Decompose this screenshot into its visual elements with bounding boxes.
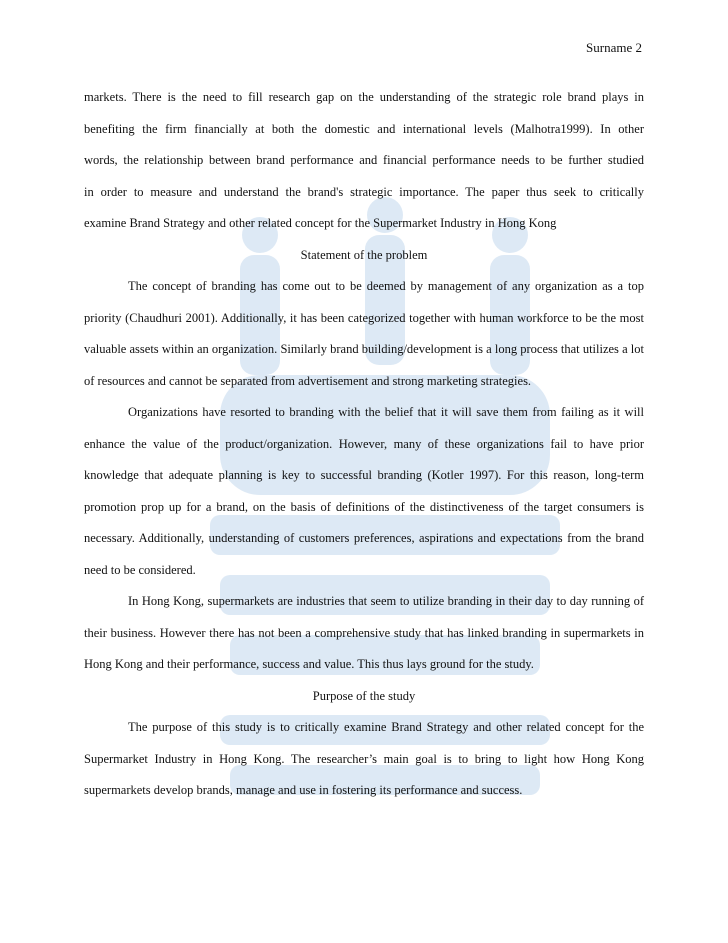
body-line: in order to measure and understand the brand's strategic importance. The paper thus seek to critically xyxy=(84,184,644,199)
document-body xyxy=(84,82,644,807)
paragraph: Organizations have resorted to branding with the belief that it will save them from failing as it will enhance the value of the product/organization. However, many of these organizations fail to have prior knowledge that adequate planning is key to successful branding (Kotler 1997). For this reason, long-term promotion prop up for a brand, on the basis of definitions of the distinctiveness of the target consumers is necessary. Additionally, understanding of customers preferences, aspirations and expectations from the brand need to be considered. xyxy=(84,405,644,577)
paragraph: In Hong Kong, supermarkets are industries that seem to utilize branding in their day to day running of their business. However there has not been a comprehensive study that has linked branding in supermarkets in Hong Kong and their performance, success and value. This thus lays ground for the study. xyxy=(84,594,644,671)
body-line: examine Brand Strategy and other related concept for the Supermarket Industry in Hong Kong xyxy=(84,216,557,230)
paragraph: The concept of branding has come out to be deemed by management of any organization as a top priority (Chaudhuri 2001). Additionally, it has been categorized together with human workforce to be the most valuable assets within an organization. Similarly brand building/development is a long process that utilizes a lot of resources and cannot be separated from advertisement and strong marketing strategies. xyxy=(84,279,644,388)
section-heading-problem: Statement of the problem xyxy=(300,247,428,262)
body-line: benefiting the firm financially at both the domestic and international levels (Malhotra1999). In other xyxy=(84,121,644,136)
paragraph: The purpose of this study is to critically examine Brand Strategy and other related concept for the Supermarket Industry in Hong Kong. The researcher’s main goal is to bring to light how Hong Kong supermarkets develop brands, manage and use in fostering its performance and success. xyxy=(84,720,644,797)
running-head: Surname 2 xyxy=(586,40,642,55)
body-line: markets. There is the need to fill research gap on the understanding of the strategic role brand plays in xyxy=(84,90,644,104)
body-line: words, the relationship between brand performance and financial performance needs to be further studied xyxy=(84,153,644,167)
section-heading-purpose: Purpose of the study xyxy=(312,688,416,703)
